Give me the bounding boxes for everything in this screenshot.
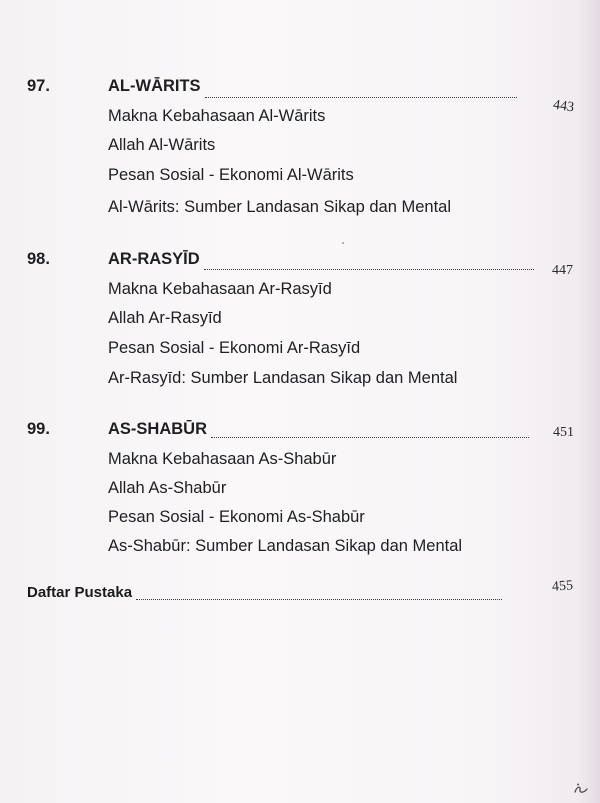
entry-heading-row (108, 77, 517, 96)
entry-page-number: 451 (553, 425, 574, 440)
entry-heading-row (108, 250, 534, 269)
subitem: Allah Al-Wārits (108, 136, 216, 154)
entry-page-number: 443 (552, 97, 576, 116)
subitem: Al-Wārits: Sumber Landasan Sikap dan Mental (108, 198, 452, 216)
subitem: Makna Kebahasaan As-Shabūr (108, 450, 337, 468)
subitem: Pesan Sosial - Ekonomi As-Shabūr (108, 508, 365, 526)
subitem: Pesan Sosial - Ekonomi Ar-Rasyīd (108, 339, 361, 357)
subitem: Pesan Sosial - Ekonomi Al-Wārits (108, 166, 354, 184)
subitem: Makna Kebahasaan Al-Wārits (108, 107, 326, 125)
entry-heading-row (108, 420, 529, 439)
bibliography-title: Daftar Pustaka (27, 584, 133, 601)
entry-number: 99. (27, 420, 50, 438)
paper-speck (342, 242, 344, 244)
subitem: Allah As-Shabūr (108, 479, 227, 497)
subitem: As-Shabūr: Sumber Landasan Sikap dan Mental (108, 537, 463, 555)
subitem: Allah Ar-Rasyīd (108, 309, 222, 327)
entry-title: AL-WĀRITS (108, 77, 201, 95)
dot-leader (136, 599, 502, 600)
entry-title: AR-RASYĪD (108, 250, 200, 268)
entry-number: 97. (27, 77, 50, 95)
page-edge-shadow (578, 0, 600, 803)
entry-number: 98. (27, 250, 50, 268)
entry-title: AS-SHABŪR (108, 420, 207, 438)
dot-leader (211, 437, 529, 438)
bibliography-page-number: 455 (551, 578, 574, 595)
subitem: Ar-Rasyīd: Sumber Landasan Sikap dan Mental (108, 369, 458, 387)
entry-page-number: 447 (552, 263, 573, 278)
toc-entry-bibliography (27, 584, 502, 601)
subitem: Makna Kebahasaan Ar-Rasyīd (108, 280, 332, 298)
corner-ink-mark-icon (572, 782, 590, 796)
dot-leader (205, 97, 517, 98)
dot-leader (204, 269, 534, 270)
